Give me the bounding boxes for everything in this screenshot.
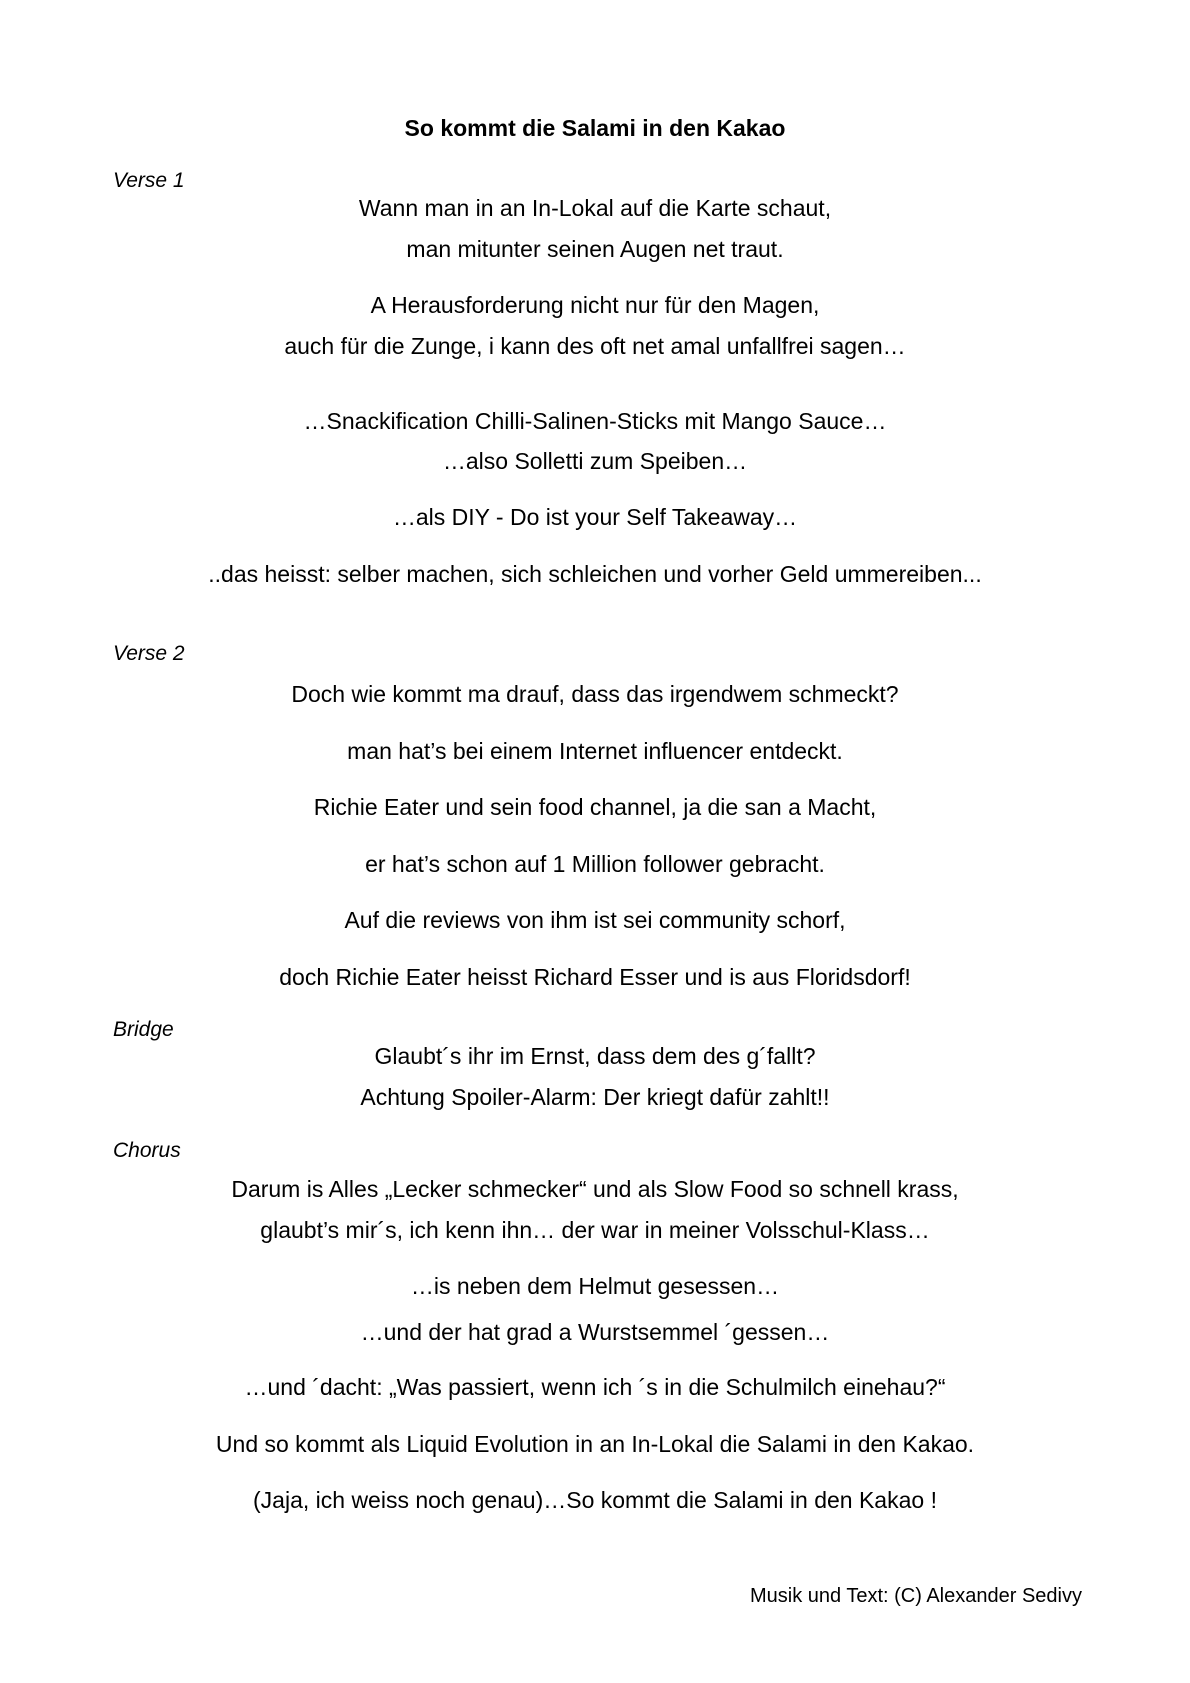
lyric-line: Achtung Spoiler-Alarm: Der kriegt dafür zahlt!! — [360, 1084, 830, 1110]
lyric-line: Auf die reviews von ihm ist sei community schorf, — [344, 907, 846, 933]
lyric-line: …und der hat grad a Wurstsemmel ´gessen… — [360, 1319, 830, 1345]
section-label-verse-1: Verse 1 — [113, 169, 185, 192]
lyric-line: …und ´dacht: „Was passiert, wenn ich ´s in die Schulmilch einehau?“ — [244, 1374, 946, 1400]
lyric-line: …als DIY - Do ist your Self Takeaway… — [392, 504, 798, 530]
song-title: So kommt die Salami in den Kakao — [404, 115, 786, 141]
lyric-line: doch Richie Eater heisst Richard Esser und is aus Floridsdorf! — [279, 964, 911, 990]
lyric-line: er hat’s schon auf 1 Million follower gebracht. — [365, 851, 825, 877]
lyric-line: man hat’s bei einem Internet influencer entdeckt. — [347, 738, 843, 764]
lyric-line: …is neben dem Helmut gesessen… — [410, 1273, 780, 1299]
lyric-line: ..das heisst: selber machen, sich schleichen und vorher Geld ummereiben... — [208, 561, 982, 587]
section-label-chorus: Chorus — [113, 1139, 181, 1162]
lyric-line: Und so kommt als Liquid Evolution in an In-Lokal die Salami in den Kakao. — [215, 1431, 975, 1457]
lyric-line: Darum is Alles „Lecker schmecker“ und als Slow Food so schnell krass, — [231, 1176, 959, 1202]
lyric-line: Wann man in an In-Lokal auf die Karte schaut, — [358, 195, 832, 221]
lyric-line: …Snackification Chilli-Salinen-Sticks mit Mango Sauce… — [303, 408, 887, 434]
lyric-line: glaubt’s mir´s, ich kenn ihn… der war in meiner Volsschul-Klass… — [260, 1217, 930, 1243]
lyric-line: (Jaja, ich weiss noch genau)…So kommt die Salami in den Kakao ! — [253, 1487, 937, 1513]
lyric-line: …also Solletti zum Speiben… — [442, 448, 748, 474]
section-label-bridge: Bridge — [113, 1018, 174, 1041]
section-label-verse-2: Verse 2 — [113, 642, 185, 665]
lyric-line: A Herausforderung nicht nur für den Magen, — [370, 292, 820, 318]
lyric-line: Doch wie kommt ma drauf, dass das irgendwem schmeckt? — [291, 681, 899, 707]
credit-line: Musik und Text: (C) Alexander Sedivy — [749, 1585, 1082, 1607]
lyric-line: auch für die Zunge, i kann des oft net amal unfallfrei sagen… — [284, 333, 906, 359]
lyric-line: Glaubt´s ihr im Ernst, dass dem des g´fallt? — [374, 1043, 816, 1069]
lyric-line: man mitunter seinen Augen net traut. — [406, 236, 784, 262]
lyric-line: Richie Eater und sein food channel, ja die san a Macht, — [313, 794, 877, 820]
